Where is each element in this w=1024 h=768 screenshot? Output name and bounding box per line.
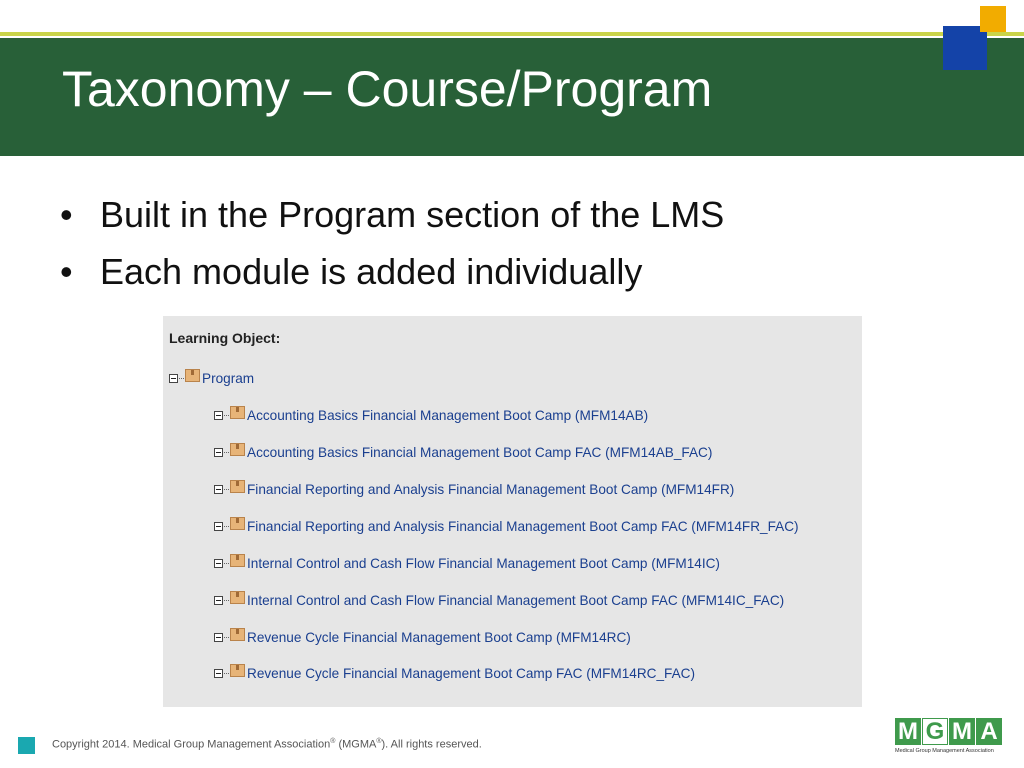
tree-connector [179, 378, 184, 380]
tree-node-label[interactable]: Accounting Basics Financial Management Boot Camp FAC (MFM14AB_FAC) [247, 445, 713, 460]
learning-object-heading: Learning Object: [169, 330, 281, 346]
bullet-text: Built in the Program section of the LMS [100, 194, 725, 235]
collapse-toggle-icon[interactable] [214, 485, 223, 494]
tree-node-program[interactable] [169, 371, 254, 386]
package-icon [185, 369, 200, 382]
copyright-text: (MGMA [335, 738, 377, 751]
logo-subtitle: Medical Group Management Association [895, 748, 994, 754]
logo-letters [895, 718, 1005, 745]
tree-connector [224, 452, 229, 454]
learning-object-panel [163, 316, 862, 707]
collapse-toggle-icon[interactable] [214, 559, 223, 568]
tree-connector [224, 415, 229, 417]
footer-teal-square [18, 737, 35, 754]
package-icon [230, 628, 245, 641]
tree-node-label[interactable]: Financial Reporting and Analysis Financial Management Boot Camp (MFM14FR) [247, 482, 735, 497]
tree-connector [224, 637, 229, 639]
package-icon [230, 591, 245, 604]
top-accent-line [0, 32, 1024, 36]
logo-letter: G [922, 718, 948, 745]
blue-accent-square [943, 26, 987, 70]
tree-connector [224, 563, 229, 565]
tree-node-course[interactable] [214, 556, 720, 571]
bullet-item [60, 186, 724, 243]
tree-connector [224, 673, 229, 675]
logo-letter: M [895, 718, 921, 745]
bullet-item [60, 243, 724, 300]
copyright-text: ). All rights reserved. [381, 738, 482, 751]
package-icon [230, 406, 245, 419]
collapse-toggle-icon[interactable] [214, 596, 223, 605]
tree-node-label[interactable]: Internal Control and Cash Flow Financial Management Boot Camp FAC (MFM14IC_FAC) [247, 593, 785, 608]
logo-letter: M [949, 718, 975, 745]
tree-node-course[interactable] [214, 666, 695, 681]
package-icon [230, 664, 245, 677]
tree-node-course[interactable] [214, 408, 648, 423]
collapse-toggle-icon[interactable] [214, 448, 223, 457]
bullet-dot-icon: • [60, 194, 73, 235]
logo-letter: A [976, 718, 1002, 745]
slide-title: Taxonomy – Course/Program [62, 61, 713, 117]
collapse-toggle-icon[interactable] [214, 633, 223, 642]
tree-connector [224, 489, 229, 491]
tree-node-label[interactable]: Accounting Basics Financial Management Boot Camp (MFM14AB) [247, 408, 649, 423]
copyright-text: Copyright 2014. Medical Group Management Association [52, 738, 331, 751]
package-icon [230, 517, 245, 530]
package-icon [230, 443, 245, 456]
bullet-list [60, 186, 724, 300]
collapse-toggle-icon[interactable] [214, 522, 223, 531]
mgma-logo [895, 718, 1005, 756]
tree-node-label[interactable]: Revenue Cycle Financial Management Boot Camp FAC (MFM14RC_FAC) [247, 666, 696, 681]
tree-node-course[interactable] [214, 482, 734, 497]
tree-node-course[interactable] [214, 593, 784, 608]
tree-connector [224, 600, 229, 602]
bullet-dot-icon: • [60, 251, 73, 292]
bullet-text: Each module is added individually [100, 251, 643, 292]
tree-node-course[interactable] [214, 519, 799, 534]
tree-connector [224, 526, 229, 528]
registered-mark: ® [376, 738, 382, 745]
collapse-toggle-icon[interactable] [214, 669, 223, 678]
tree-node-label[interactable]: Internal Control and Cash Flow Financial Management Boot Camp (MFM14IC) [247, 556, 720, 571]
tree-node-label[interactable]: Program [202, 371, 255, 386]
package-icon [230, 480, 245, 493]
yellow-accent-square [980, 6, 1006, 32]
tree-node-course[interactable] [214, 630, 631, 645]
tree-node-label[interactable]: Financial Reporting and Analysis Financial Management Boot Camp FAC (MFM14FR_FAC) [247, 519, 799, 534]
tree-node-label[interactable]: Revenue Cycle Financial Management Boot Camp (MFM14RC) [247, 630, 631, 645]
tree-node-course[interactable] [214, 445, 712, 460]
collapse-toggle-icon[interactable] [214, 411, 223, 420]
copyright-notice [52, 738, 482, 751]
registered-mark: ® [330, 738, 336, 745]
package-icon [230, 554, 245, 567]
collapse-toggle-icon[interactable] [169, 374, 178, 383]
